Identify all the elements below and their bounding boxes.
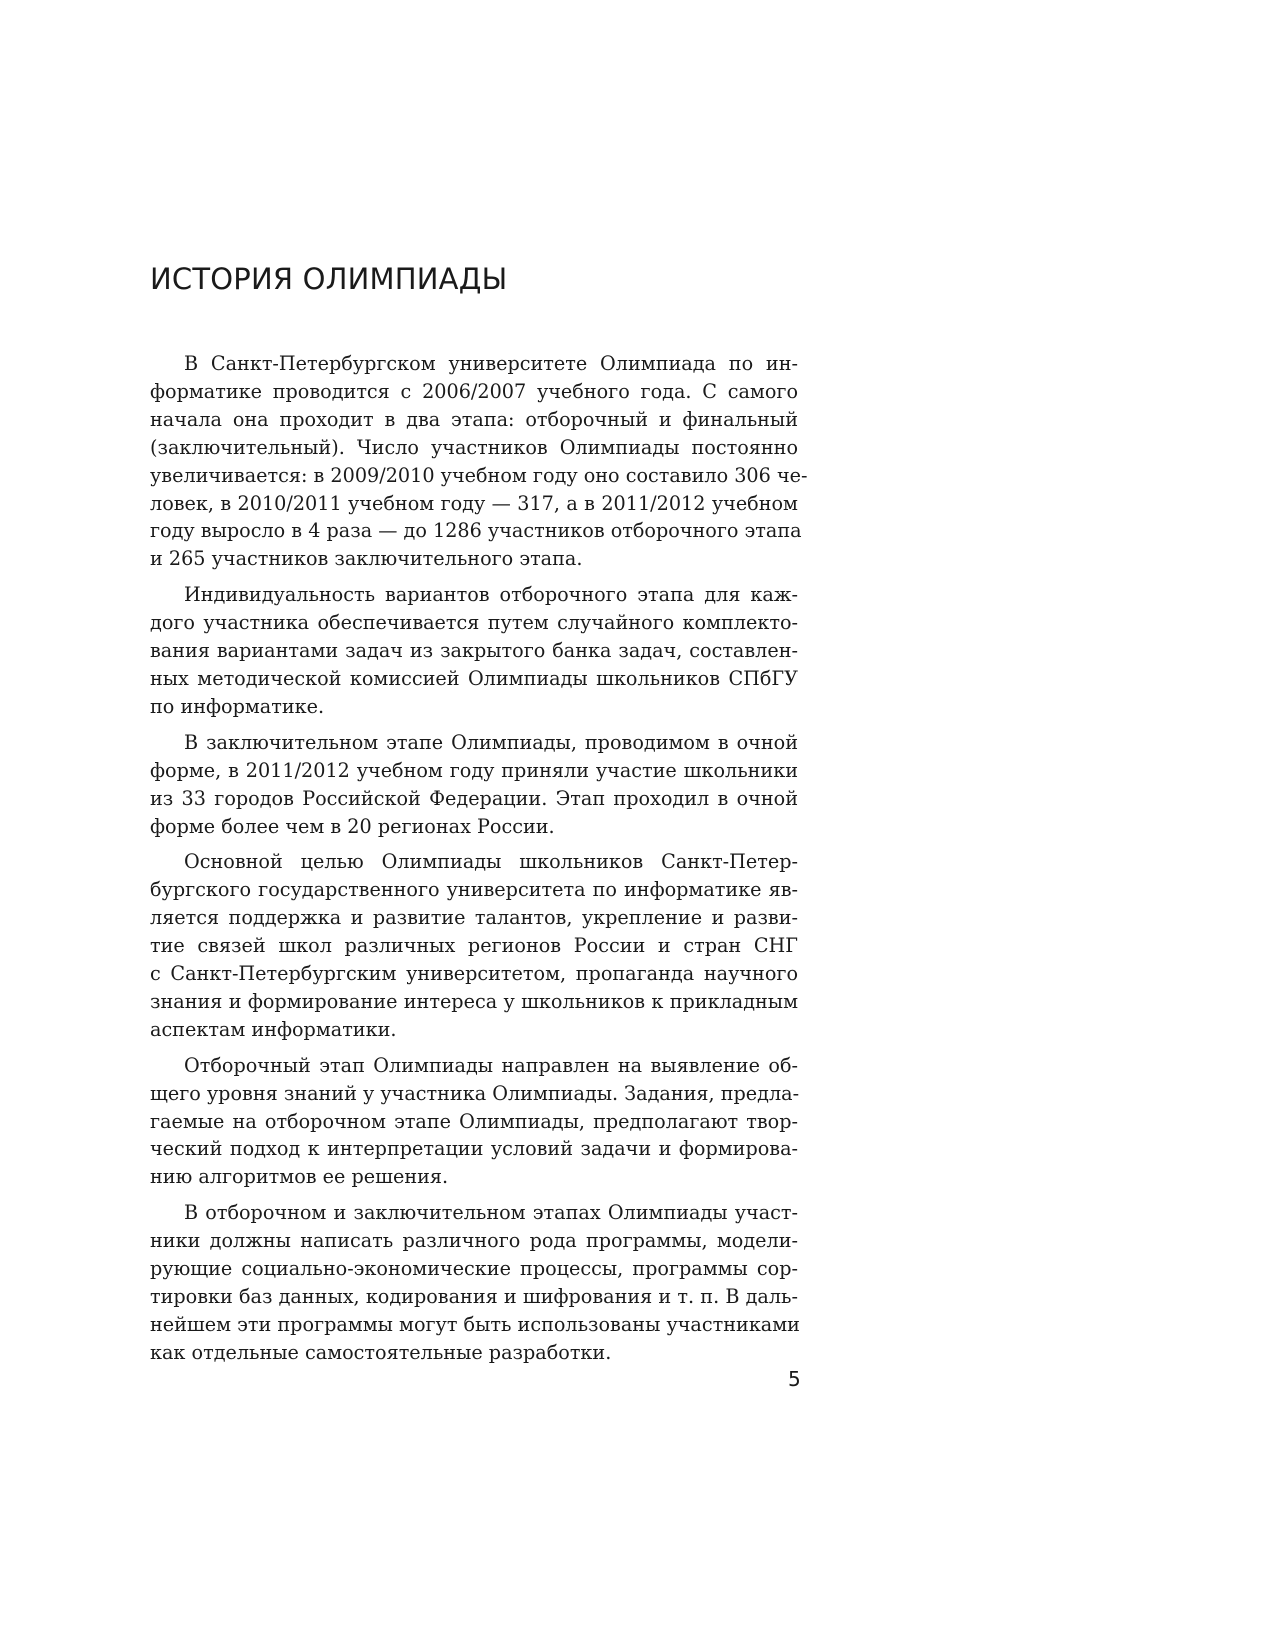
- paragraph: [150, 848, 798, 1043]
- text-line: увеличивается: в 2009/2010 учебном году оно составило 306 че-: [150, 463, 808, 487]
- text-line: из 33 городов Российской Федерации. Этап проходил в очной: [150, 786, 798, 810]
- text-line: форме более чем в 20 регионах России.: [150, 814, 555, 838]
- text-line: аспектам информатики.: [150, 1017, 397, 1041]
- paragraph: [150, 1052, 798, 1192]
- text-line: форме, в 2011/2012 учебном году приняли участие школьники: [150, 758, 798, 782]
- text-line: В Санкт-Петербургском университете Олимпиада по ин-: [184, 352, 798, 375]
- paragraph: [150, 729, 798, 841]
- text-line: форматике проводится с 2006/2007 учебного года. С самого: [150, 379, 798, 403]
- paragraph: [150, 581, 798, 721]
- text-line: нию алгоритмов ее решения.: [150, 1165, 449, 1189]
- text-line: Индивидуальность вариантов отборочного этапа для каж-: [184, 583, 798, 607]
- text-line: тировки баз данных, кодирования и шифрования и т. п. В даль-: [150, 1285, 798, 1308]
- text-line: ляется поддержка и развитие талантов, укрепление и разви-: [150, 906, 798, 930]
- text-line: рующие социально-экономические процессы, программы сор-: [150, 1257, 798, 1281]
- paragraph: [150, 1199, 798, 1366]
- text-line: Отборочный этап Олимпиады направлен на выявление об-: [184, 1053, 798, 1077]
- text-line: году выросло в 4 раза — до 1286 участников отборочного этапа: [150, 519, 802, 543]
- text-line: нейшем эти программы могут быть использованы участниками: [150, 1312, 800, 1336]
- text-line: тие связей школ различных регионов России и стран СНГ: [150, 934, 798, 958]
- text-line: гаемые на отборочном этапе Олимпиады, предполагают твор-: [150, 1109, 798, 1133]
- paragraph: [150, 350, 808, 573]
- text-line: дого участника обеспечивается путем случайного комплекто-: [150, 611, 798, 635]
- text-line: вания вариантами задач из закрытого банка задач, составлен-: [150, 639, 798, 663]
- text-line: ловек, в 2010/2011 учебном году — 317, а в 2011/2012 учебном: [150, 491, 798, 515]
- text-line: как отдельные самостоятельные разработки.: [150, 1340, 612, 1364]
- chapter-title: ИСТОРИЯ ОЛИМПИАДЫ: [150, 262, 508, 296]
- text-line: начала она проходит в два этапа: отборочный и финальный: [150, 407, 798, 431]
- page-number: 5: [788, 1367, 801, 1391]
- text-line: (заключительный). Число участников Олимпиады постоянно: [150, 435, 798, 459]
- text-line: ники должны написать различного рода программы, модели-: [150, 1229, 798, 1253]
- text-line: В заключительном этапе Олимпиады, проводимом в очной: [184, 730, 798, 754]
- text-line: бургского государственного университета по информатике яв-: [150, 878, 798, 902]
- text-line: щего уровня знаний у участника Олимпиады. Задания, предла-: [150, 1081, 800, 1105]
- text-line: В отборочном и заключительном этапах Олимпиады участ-: [184, 1201, 798, 1225]
- text-line: и 265 участников заключительного этапа.: [150, 547, 583, 571]
- text-line: ных методической комиссией Олимпиады школьников СПбГУ: [150, 666, 798, 690]
- body-text: [150, 350, 808, 1367]
- text-line: по информатике.: [150, 694, 325, 718]
- text-line: ческий подход к интерпретации условий задачи и формирова-: [150, 1137, 798, 1161]
- text-line: с Санкт-Петербургским университетом, пропаганда научного: [150, 962, 798, 986]
- text-line: знания и формирование интереса у школьников к прикладным: [150, 989, 798, 1013]
- text-line: Основной целью Олимпиады школьников Санкт-Петер-: [184, 850, 798, 874]
